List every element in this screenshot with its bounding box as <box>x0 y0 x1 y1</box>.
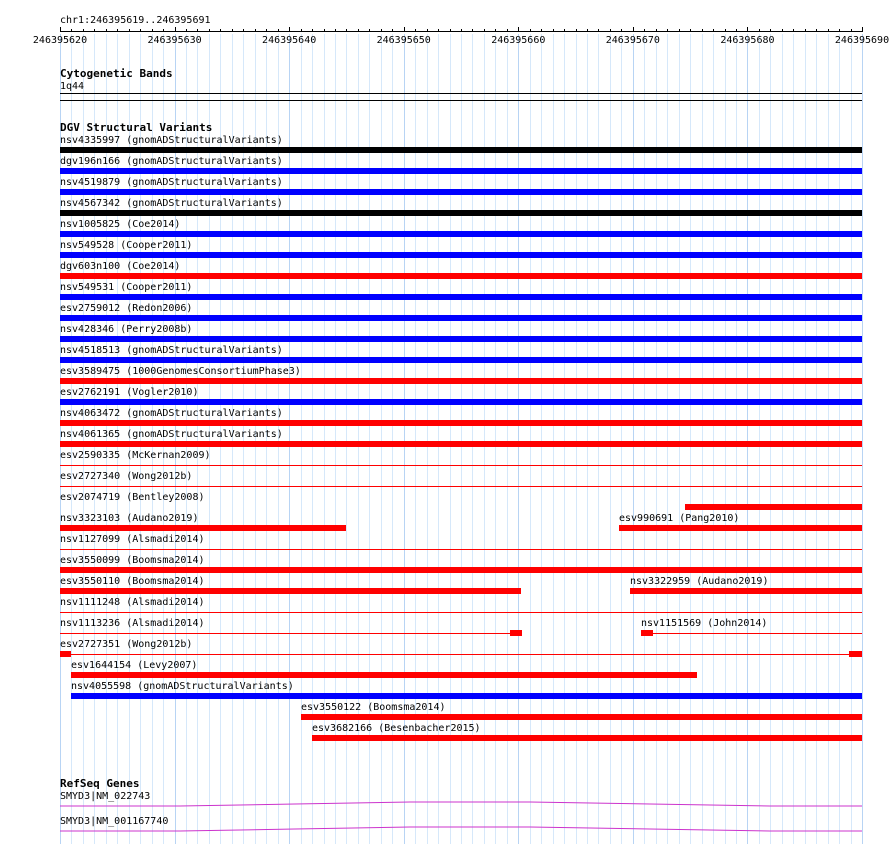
variant-bar[interactable] <box>301 714 862 720</box>
variant-bar[interactable] <box>60 168 862 174</box>
ruler-tick <box>369 29 370 32</box>
ruler-tick <box>220 29 221 32</box>
ruler-tick <box>60 27 61 32</box>
ruler-tick <box>793 29 794 32</box>
ruler-tick <box>564 29 565 32</box>
variant-label: dgv603n100 (Coe2014) <box>60 261 181 272</box>
variant-label: nsv4335997 (gnomADStructuralVariants) <box>60 135 283 146</box>
ruler-tick <box>587 29 588 32</box>
variant-connector[interactable] <box>60 549 862 550</box>
ruler-tick <box>346 29 347 32</box>
variant-bar[interactable] <box>60 273 862 279</box>
cytoband-label: 1q44 <box>60 81 85 92</box>
variant-label: nsv4061365 (gnomADStructuralVariants) <box>60 429 283 440</box>
gene-label: SMYD3|NM_022743 <box>60 791 151 802</box>
ruler-tick <box>541 29 542 32</box>
track-separator <box>60 100 862 101</box>
variant-label: esv990691 (Pang2010) <box>619 513 740 524</box>
variant-bar[interactable] <box>60 294 862 300</box>
ruler-tick <box>266 29 267 32</box>
variant-label: esv2762191 (Vogler2010) <box>60 387 199 398</box>
ruler-tick <box>255 29 256 32</box>
ruler-tick <box>175 27 176 32</box>
ruler-tick <box>106 29 107 32</box>
ruler-tick <box>518 27 519 32</box>
variant-label: nsv4518513 (gnomADStructuralVariants) <box>60 345 283 356</box>
variant-label: esv2727340 (Wong2012b) <box>60 471 193 482</box>
ruler-tick <box>782 29 783 32</box>
variant-connector[interactable] <box>60 633 510 634</box>
variant-bar[interactable] <box>60 231 862 237</box>
variant-bar[interactable] <box>619 525 862 531</box>
variant-label: nsv4063472 (gnomADStructuralVariants) <box>60 408 283 419</box>
variant-label: nsv1127099 (Alsmadi2014) <box>60 534 205 545</box>
ruler-tick <box>312 29 313 32</box>
ruler-tick <box>679 29 680 32</box>
variant-connector[interactable] <box>653 633 862 634</box>
ruler-tick <box>770 29 771 32</box>
variant-bar[interactable] <box>60 525 346 531</box>
ruler-tick <box>495 29 496 32</box>
ruler-tick <box>415 29 416 32</box>
ruler-tick <box>94 29 95 32</box>
ruler-tick <box>725 29 726 32</box>
ruler-tick <box>243 29 244 32</box>
ruler-tick <box>484 29 485 32</box>
variant-label: nsv4567342 (gnomADStructuralVariants) <box>60 198 283 209</box>
ruler-tick <box>851 29 852 32</box>
variant-label: esv3550110 (Boomsma2014) <box>60 576 205 587</box>
ruler-tick <box>736 29 737 32</box>
variant-label: dgv196n166 (gnomADStructuralVariants) <box>60 156 283 167</box>
variant-label: esv3682166 (Besenbacher2015) <box>312 723 481 734</box>
gene-model[interactable] <box>60 799 862 811</box>
ruler-tick <box>553 29 554 32</box>
variant-label: esv3589475 (1000GenomesConsortiumPhase3) <box>60 366 301 377</box>
ruler-tick <box>438 29 439 32</box>
ruler-tick <box>747 27 748 32</box>
variant-bar[interactable] <box>60 588 521 594</box>
ruler-tick <box>381 29 382 32</box>
variant-label: esv3550099 (Boomsma2014) <box>60 555 205 566</box>
variant-label: esv1644154 (Levy2007) <box>71 660 198 671</box>
ruler-tick <box>702 29 703 32</box>
ruler-tick <box>816 29 817 32</box>
ruler-tick <box>759 29 760 32</box>
variant-bar[interactable] <box>60 357 862 363</box>
ruler-tick <box>598 29 599 32</box>
variant-label: nsv3322959 (Audano2019) <box>630 576 769 587</box>
region-label: chr1:246395619..246395691 <box>60 15 211 26</box>
ruler-tick <box>667 29 668 32</box>
variant-connector[interactable] <box>60 465 862 466</box>
variant-bar[interactable] <box>685 504 862 510</box>
variant-label: nsv1151569 (John2014) <box>641 618 768 629</box>
ruler-tick <box>71 29 72 32</box>
variant-connector[interactable] <box>60 486 862 487</box>
gene-label: SMYD3|NM_001167740 <box>60 816 169 827</box>
ruler-tick <box>713 29 714 32</box>
ruler-tick-label: 246395680 <box>720 35 775 46</box>
ruler-tick <box>427 29 428 32</box>
ruler-tick <box>530 29 531 32</box>
variant-label: nsv1005825 (Coe2014) <box>60 219 181 230</box>
ruler-tick <box>152 29 153 32</box>
variant-bar[interactable] <box>60 378 862 384</box>
ruler-tick <box>335 29 336 32</box>
ruler-tick-label: 246395620 <box>32 35 88 46</box>
ruler-tick <box>232 29 233 32</box>
ruler-tick <box>140 29 141 32</box>
ruler-tick <box>289 27 290 32</box>
variant-label: nsv549531 (Cooper2011) <box>60 282 193 293</box>
ruler-tick <box>83 29 84 32</box>
ruler-tick-label: 246395690 <box>834 35 890 46</box>
cytoband-bar[interactable] <box>60 93 862 94</box>
variant-bar[interactable] <box>60 399 862 405</box>
variant-label: esv3550122 (Boomsma2014) <box>301 702 446 713</box>
ruler-tick <box>828 29 829 32</box>
variant-bar[interactable] <box>71 672 697 678</box>
variant-connector[interactable] <box>60 612 862 613</box>
ruler-tick <box>163 29 164 32</box>
variant-bar[interactable] <box>630 588 862 594</box>
ruler-tick <box>209 29 210 32</box>
ruler-tick <box>404 27 405 32</box>
variant-label: nsv428346 (Perry2008b) <box>60 324 193 335</box>
variant-bar[interactable] <box>60 252 862 258</box>
ruler-tick <box>839 29 840 32</box>
variant-label: nsv1113236 (Alsmadi2014) <box>60 618 205 629</box>
variant-label: nsv549528 (Cooper2011) <box>60 240 193 251</box>
refseq-track-title: RefSeq Genes <box>60 777 140 790</box>
ruler-tick <box>186 29 187 32</box>
ruler-tick <box>805 29 806 32</box>
ruler-tick-label: 246395630 <box>147 35 202 46</box>
variant-bar[interactable] <box>60 651 71 657</box>
ruler-tick <box>644 29 645 32</box>
ruler-tick <box>129 29 130 32</box>
variant-bar[interactable] <box>641 630 653 636</box>
ruler-tick <box>358 29 359 32</box>
ruler-tick-label: 246395640 <box>262 35 317 46</box>
variant-bar[interactable] <box>849 651 862 657</box>
variant-label: nsv4519879 (gnomADStructuralVariants) <box>60 177 283 188</box>
variant-label: nsv1111248 (Alsmadi2014) <box>60 597 205 608</box>
variant-bar[interactable] <box>60 315 862 321</box>
ruler-tick <box>576 29 577 32</box>
ruler-tick <box>461 29 462 32</box>
ruler-tick <box>472 29 473 32</box>
variant-bar[interactable] <box>71 693 862 699</box>
ruler-tick <box>621 29 622 32</box>
variant-bar[interactable] <box>60 567 862 573</box>
variant-bar[interactable] <box>510 630 522 636</box>
gene-model[interactable] <box>60 824 862 836</box>
variant-label: esv2590335 (McKernan2009) <box>60 450 211 461</box>
ruler-tick <box>392 29 393 32</box>
variant-bar[interactable] <box>60 210 862 216</box>
variant-bar[interactable] <box>60 420 862 426</box>
ruler-tick <box>507 29 508 32</box>
ruler-tick <box>862 27 863 32</box>
variant-label: esv2074719 (Bentley2008) <box>60 492 205 503</box>
ruler-tick <box>324 29 325 32</box>
ruler-tick-label: 246395660 <box>491 35 546 46</box>
ruler-tick <box>656 29 657 32</box>
variant-connector[interactable] <box>71 654 849 655</box>
ruler-tick <box>690 29 691 32</box>
ruler-tick <box>197 29 198 32</box>
ruler-tick <box>633 27 634 32</box>
variant-bar[interactable] <box>60 336 862 342</box>
ruler-tick <box>301 29 302 32</box>
variant-label: esv2759012 (Redon2006) <box>60 303 193 314</box>
variant-label: nsv4055598 (gnomADStructuralVariants) <box>71 681 294 692</box>
cytoband-track-title: Cytogenetic Bands <box>60 67 173 80</box>
ruler-tick-label: 246395650 <box>376 35 431 46</box>
variant-bar[interactable] <box>60 189 862 195</box>
variant-label: nsv3323103 (Audano2019) <box>60 513 199 524</box>
ruler-tick-label: 246395670 <box>605 35 660 46</box>
ruler-tick <box>450 29 451 32</box>
ruler-tick <box>278 29 279 32</box>
ruler-tick <box>610 29 611 32</box>
variant-bar[interactable] <box>60 441 862 447</box>
ruler-tick <box>117 29 118 32</box>
variant-bar[interactable] <box>312 735 862 741</box>
dgv-track-title: DGV Structural Variants <box>60 121 213 134</box>
variant-bar[interactable] <box>60 147 862 153</box>
variant-label: esv2727351 (Wong2012b) <box>60 639 193 650</box>
